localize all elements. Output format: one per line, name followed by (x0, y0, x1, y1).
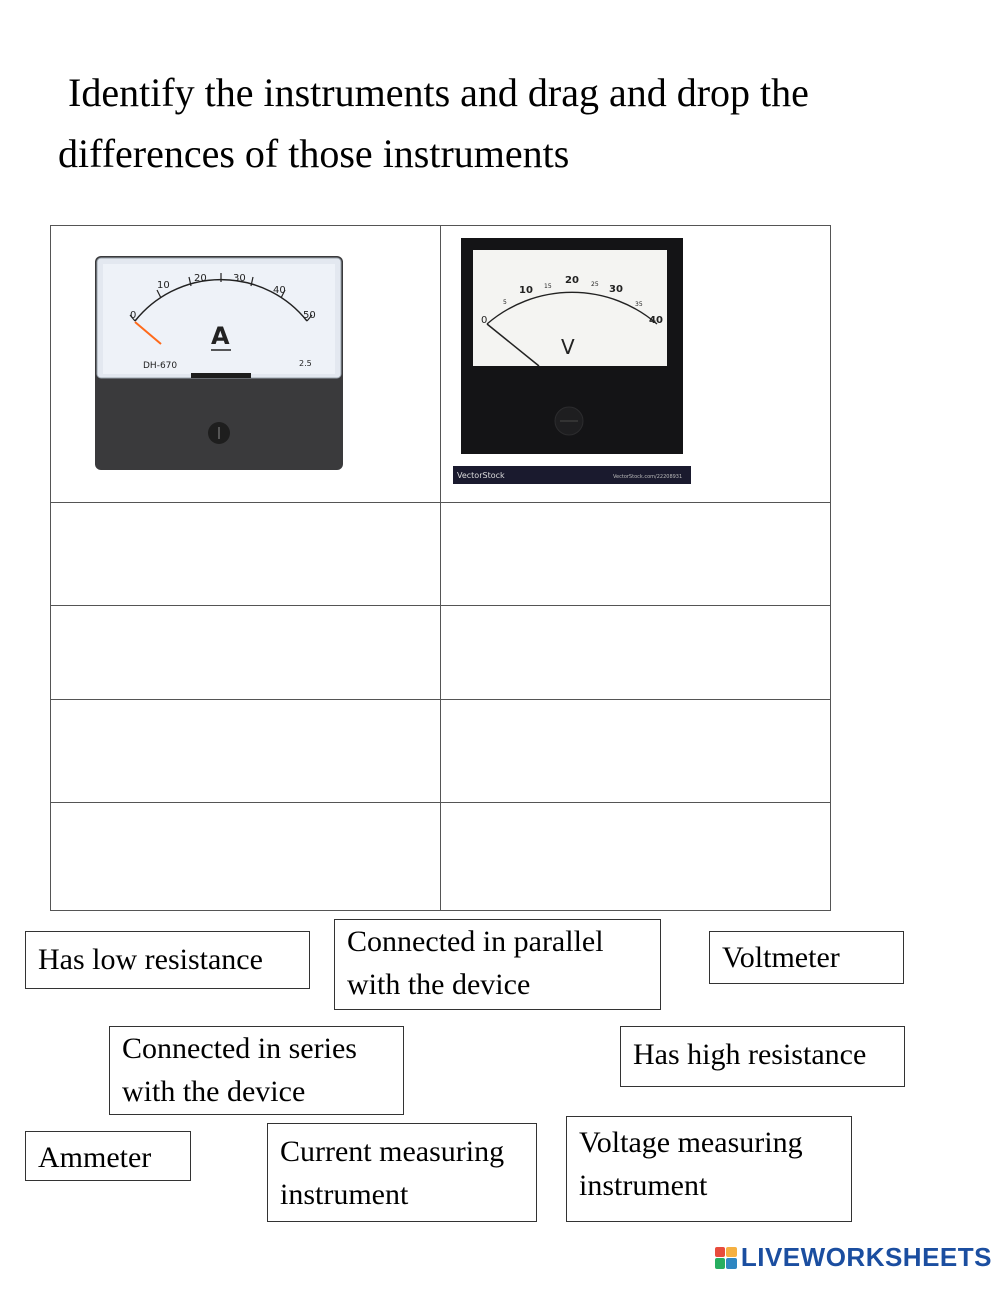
card-connected-in-series[interactable] (109, 1026, 404, 1115)
answer-table (50, 225, 831, 911)
card-text-line-2: instrument (579, 1169, 708, 1202)
drop-zone-ammeter-1[interactable] (51, 503, 441, 606)
card-has-high-resistance[interactable] (620, 1026, 905, 1087)
card-text-line-2: instrument (280, 1178, 409, 1211)
voltmeter-scale-15: 15 (544, 283, 552, 290)
drop-zone-voltmeter-4[interactable] (441, 803, 831, 911)
card-text-line-1: Connected in series (122, 1032, 357, 1065)
logo-square-4 (726, 1258, 737, 1269)
ammeter-scale-20: 20 (194, 273, 207, 284)
drop-zone-voltmeter-2[interactable] (441, 606, 831, 700)
ammeter-scale-50: 50 (303, 310, 316, 321)
voltmeter-unit-label: V (561, 335, 575, 359)
drop-zone-ammeter-3[interactable] (51, 700, 441, 803)
card-text-line-1: Connected in parallel (347, 925, 604, 958)
liveworksheets-watermark (715, 1242, 992, 1273)
instructions-line-1: Identify the instruments and drag and drop the (68, 70, 809, 115)
liveworksheets-logo-icon (715, 1247, 737, 1269)
drop-zone-ammeter-2[interactable] (51, 606, 441, 700)
logo-square-2 (726, 1247, 737, 1258)
liveworksheets-text: LIVEWORKSHEETS (740, 1242, 992, 1272)
card-text: Voltmeter (722, 941, 840, 974)
drop-zone-voltmeter-3[interactable] (441, 700, 831, 803)
voltmeter-scale-20: 20 (565, 275, 579, 286)
card-text-line-2: with the device (347, 968, 531, 1001)
ammeter-image-cell (51, 226, 441, 503)
ammeter-scale-10: 10 (157, 280, 170, 291)
ammeter-scale-30: 30 (233, 273, 246, 284)
card-connected-in-parallel[interactable] (334, 919, 661, 1010)
card-ammeter[interactable] (25, 1131, 191, 1181)
card-voltage-measuring-instrument[interactable] (566, 1116, 852, 1222)
card-text-line-1: Voltage measuring (579, 1126, 803, 1159)
card-text-line-2: with the device (122, 1075, 306, 1108)
voltmeter-image-cell (441, 226, 831, 503)
card-text-line-1: Current measuring (280, 1135, 505, 1168)
voltmeter-scale-5: 5 (503, 299, 507, 306)
card-text: Ammeter (38, 1141, 152, 1174)
vectorstock-url: VectorStock.com/22208931 (613, 474, 683, 480)
voltmeter-scale-30: 30 (609, 284, 623, 295)
instructions-heading (58, 62, 958, 184)
card-has-low-resistance[interactable] (25, 931, 310, 989)
card-current-measuring-instrument[interactable] (267, 1123, 537, 1222)
voltmeter-scale-40: 40 (649, 315, 663, 326)
ammeter-class-label: 2.5 (299, 359, 312, 368)
drop-zone-voltmeter-1[interactable] (441, 503, 831, 606)
voltmeter-scale-10: 10 (519, 285, 533, 296)
logo-square-3 (715, 1258, 726, 1269)
vectorstock-watermark: VectorStock (457, 471, 505, 480)
ammeter-image (51, 226, 441, 497)
voltmeter-scale-35: 35 (635, 301, 643, 308)
ammeter-scale-0: 0 (130, 310, 137, 321)
card-text: Has low resistance (38, 943, 263, 976)
ammeter-unit-label: A (211, 322, 230, 350)
ammeter-scale-40: 40 (273, 285, 286, 296)
voltmeter-scale-0: 0 (481, 315, 488, 326)
voltmeter-image (441, 226, 831, 497)
voltmeter-scale-25: 25 (591, 281, 599, 288)
logo-square-1 (715, 1247, 726, 1258)
card-voltmeter[interactable] (709, 931, 904, 984)
card-text: Has high resistance (633, 1038, 867, 1071)
drop-zone-ammeter-4[interactable] (51, 803, 441, 911)
ammeter-model-label: DH-670 (143, 361, 178, 371)
instructions-line-2: differences of those instruments (58, 131, 570, 176)
